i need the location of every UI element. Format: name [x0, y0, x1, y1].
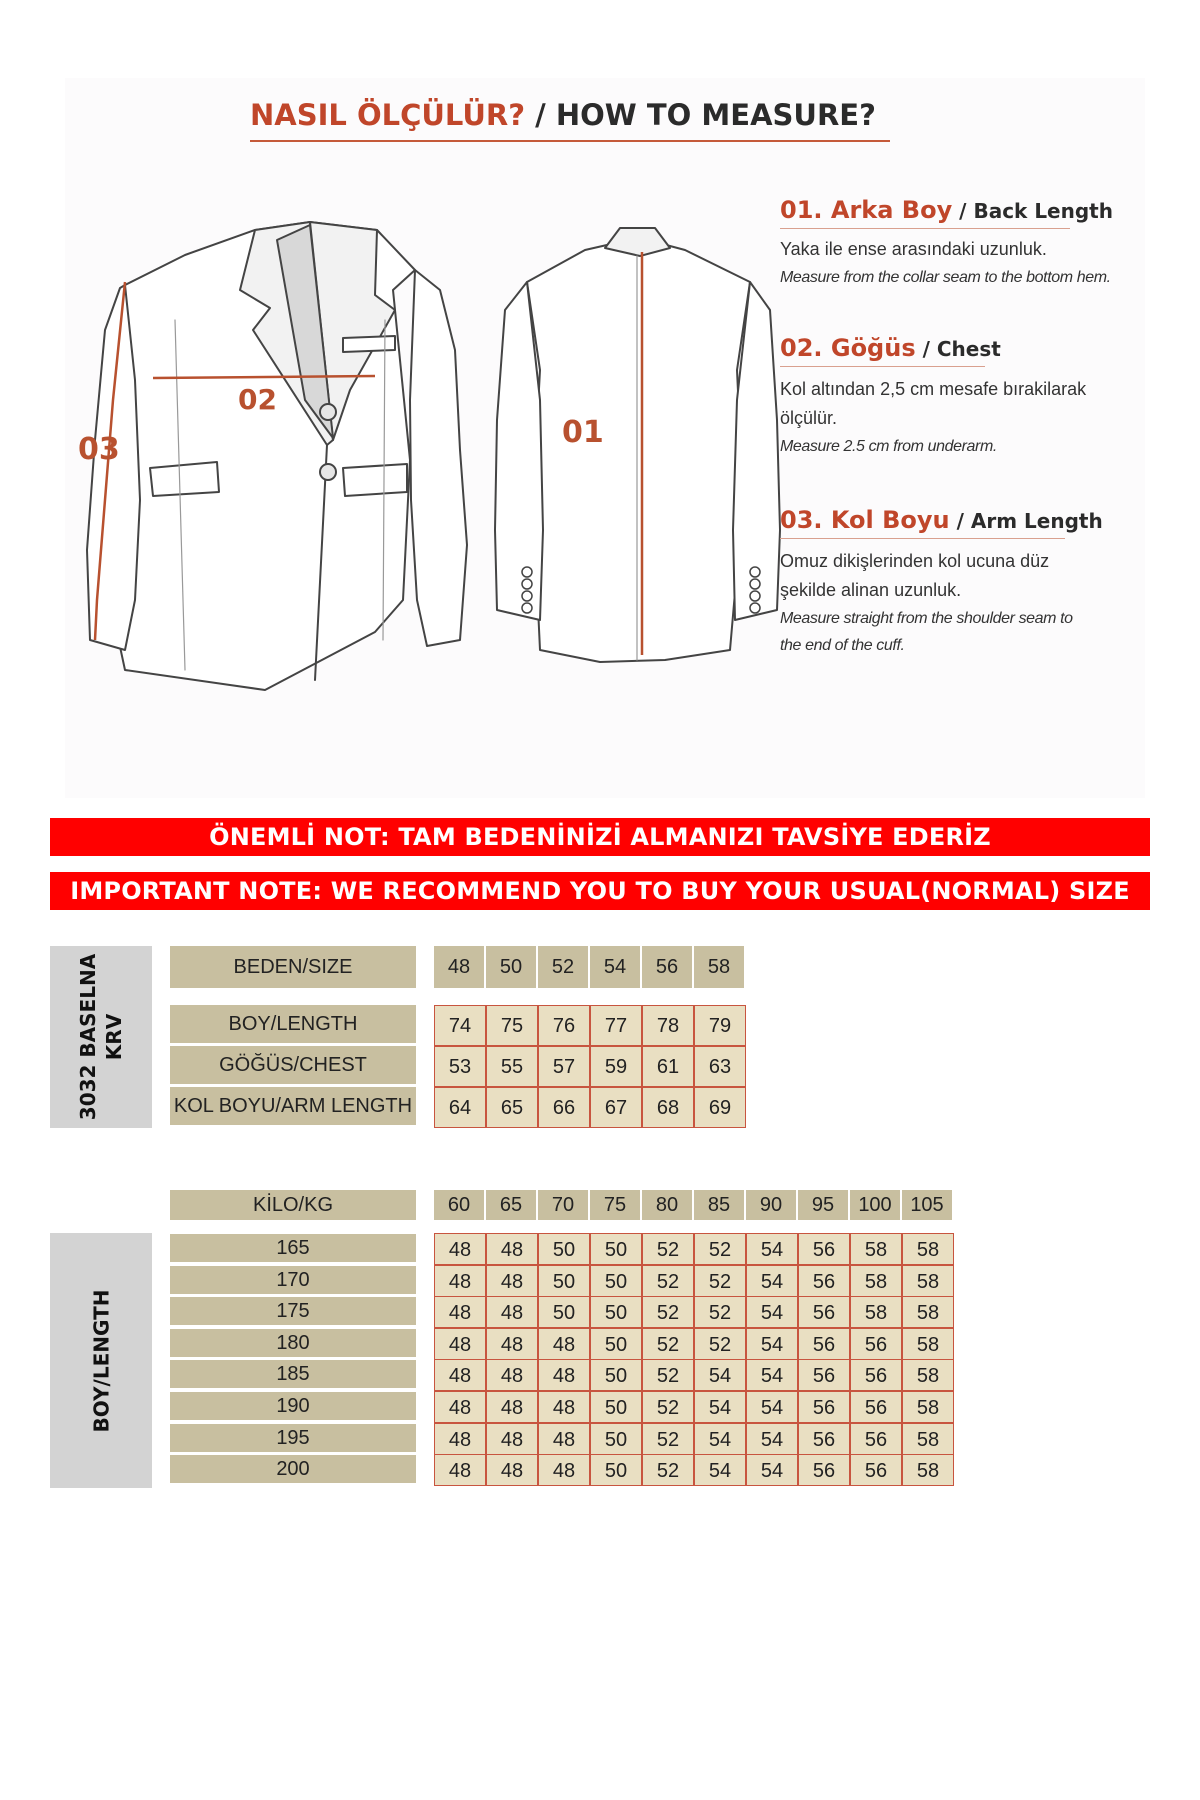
fit-table-cell: 58	[902, 1423, 954, 1455]
size-table-cell: 68	[642, 1087, 694, 1128]
fit-table-cell: 52	[642, 1265, 694, 1297]
fit-table-cell: 52	[642, 1296, 694, 1328]
measure-arm-length-en: Arm Length	[970, 509, 1103, 533]
height-label-cell: 190	[170, 1392, 416, 1420]
fit-table-cell: 48	[538, 1359, 590, 1391]
height-label-cell: 180	[170, 1329, 416, 1357]
fit-table-cell: 56	[798, 1296, 850, 1328]
weight-header-cell: 80	[642, 1190, 692, 1220]
size-header-label: BEDEN/SIZE	[170, 946, 416, 988]
size-header-cell: 58	[694, 946, 744, 988]
size-row-label-arm: KOL BOYU/ARM LENGTH	[170, 1087, 416, 1125]
fit-table-cell: 50	[538, 1296, 590, 1328]
fit-table-cell: 58	[850, 1296, 902, 1328]
fit-table-cell: 54	[694, 1454, 746, 1486]
size-row-label-chest: GÖĞÜS/CHEST	[170, 1046, 416, 1084]
measure-back-length-tr: Yaka ile ense arasındaki uzunluk.	[780, 239, 1047, 259]
fit-table-cell: 52	[642, 1328, 694, 1360]
measure-back-length-en: Back Length	[973, 199, 1113, 223]
weight-header-cell: 95	[798, 1190, 848, 1220]
size-table-cell: 65	[486, 1087, 538, 1128]
fit-table-cell: 48	[486, 1233, 538, 1265]
size-header-cell: 54	[590, 946, 640, 988]
fit-table-cell: 48	[434, 1391, 486, 1423]
guide-title-sep: /	[525, 98, 556, 132]
fit-table-cell: 58	[902, 1265, 954, 1297]
guide-title-en: HOW TO MEASURE?	[555, 98, 876, 132]
weight-header-cell: 100	[850, 1190, 900, 1220]
fit-table-cell: 50	[538, 1233, 590, 1265]
fit-table-cell: 48	[434, 1265, 486, 1297]
size-table-cell: 77	[590, 1005, 642, 1046]
fit-table-cell: 54	[746, 1423, 798, 1455]
fit-table-cell: 54	[746, 1265, 798, 1297]
size-table-side-label-1: 3032 BASELNA	[76, 953, 101, 1121]
size-table-cell: 66	[538, 1087, 590, 1128]
size-table-cell: 61	[642, 1046, 694, 1087]
fit-table-cell: 48	[434, 1296, 486, 1328]
fit-table-cell: 54	[746, 1296, 798, 1328]
front-button-bottom	[320, 464, 336, 480]
measure-chest-en-text: Measure 2.5 cm from underarm.	[780, 438, 997, 455]
fit-table-cell: 48	[486, 1454, 538, 1486]
weight-header-cell: 75	[590, 1190, 640, 1220]
fit-table-cell: 56	[850, 1359, 902, 1391]
front-right-sleeve	[410, 270, 467, 646]
height-label-cell: 175	[170, 1297, 416, 1325]
fit-table-cell: 56	[850, 1454, 902, 1486]
fit-table-cell: 56	[850, 1391, 902, 1423]
fit-table-cell: 52	[694, 1233, 746, 1265]
fit-table-cell: 48	[538, 1423, 590, 1455]
fit-table-cell: 48	[434, 1233, 486, 1265]
weight-header-cell: 105	[902, 1190, 952, 1220]
guide-title-tr: NASIL ÖLÇÜLÜR?	[250, 98, 526, 132]
measure-arm-length-tr: Omuz dikişlerinden kol ucuna düz	[780, 551, 1050, 571]
fit-table-cell: 48	[434, 1423, 486, 1455]
fit-table-cell: 50	[590, 1296, 642, 1328]
fit-table-cell: 50	[590, 1328, 642, 1360]
measure-arm-length-en-text-2: the end of the cuff.	[780, 637, 905, 654]
callout-01: 01	[562, 415, 604, 450]
fit-table-cell: 48	[434, 1359, 486, 1391]
fit-table-cell: 56	[798, 1454, 850, 1486]
size-table-cell: 53	[434, 1046, 486, 1087]
fit-table-cell: 56	[798, 1423, 850, 1455]
fit-table-cell: 50	[590, 1265, 642, 1297]
weight-header-label: KİLO/KG	[170, 1190, 416, 1220]
fit-table-side-label-text: BOY/LENGTH	[89, 1289, 114, 1432]
fit-table-cell: 52	[642, 1454, 694, 1486]
size-table-cell: 74	[434, 1005, 486, 1046]
front-left-flap-pocket	[150, 462, 219, 496]
fit-table-cell: 56	[798, 1328, 850, 1360]
size-table-cell: 79	[694, 1005, 746, 1046]
front-right-flap-pocket	[343, 464, 407, 496]
measure-back-length-num: 01. Arka Boy	[780, 196, 953, 224]
fit-table-cell: 50	[538, 1265, 590, 1297]
weight-header-cell: 60	[434, 1190, 484, 1220]
fit-table-cell: 52	[694, 1328, 746, 1360]
back-jacket-body	[527, 242, 750, 662]
measure-arm-length-en-text: Measure straight from the shoulder seam to	[780, 610, 1073, 627]
fit-table-cell: 48	[486, 1296, 538, 1328]
fit-table-cell: 56	[798, 1265, 850, 1297]
size-table-cell: 57	[538, 1046, 590, 1087]
fit-table-cell: 52	[694, 1296, 746, 1328]
fit-table-cell: 58	[902, 1233, 954, 1265]
measure-back-length-en-text: Measure from the collar seam to the bottom hem.	[780, 269, 1111, 286]
measure-arm-length-heading: 03. Kol Boyu / Arm Length	[780, 506, 1065, 539]
fit-table-cell: 58	[850, 1233, 902, 1265]
fit-table-cell: 52	[642, 1391, 694, 1423]
height-label-cell: 195	[170, 1424, 416, 1452]
measure-arm-length-num: 03. Kol Boyu	[780, 506, 950, 534]
fit-table-cell: 58	[902, 1454, 954, 1486]
callout-02: 02	[238, 383, 277, 416]
guide-title	[250, 95, 890, 142]
fit-table-cell: 54	[746, 1359, 798, 1391]
fit-table-side-label	[50, 1233, 152, 1488]
fit-table-cell: 50	[590, 1391, 642, 1423]
jacket-illustration	[65, 200, 785, 700]
fit-table-cell: 54	[694, 1423, 746, 1455]
callout-03: 03	[78, 432, 120, 467]
fit-table-cell: 58	[902, 1359, 954, 1391]
size-table-cell: 75	[486, 1005, 538, 1046]
fit-table-cell: 58	[850, 1265, 902, 1297]
fit-table-cell: 58	[902, 1296, 954, 1328]
fit-table-cell: 56	[798, 1359, 850, 1391]
fit-table-cell: 56	[798, 1391, 850, 1423]
height-label-cell: 185	[170, 1360, 416, 1388]
size-table-cell: 55	[486, 1046, 538, 1087]
fit-table-cell: 48	[538, 1391, 590, 1423]
fit-table-cell: 52	[694, 1265, 746, 1297]
fit-table-cell: 54	[694, 1359, 746, 1391]
fit-table-cell: 50	[590, 1359, 642, 1391]
size-row-label-length: BOY/LENGTH	[170, 1005, 416, 1043]
weight-header-cell: 70	[538, 1190, 588, 1220]
size-header-cell: 48	[434, 946, 484, 988]
fit-table-cell: 48	[486, 1265, 538, 1297]
measure-chest-tr: Kol altından 2,5 cm mesafe bırakilarak	[780, 379, 1087, 399]
size-header-cell: 56	[642, 946, 692, 988]
measure-chest-tr-2: ölçülür.	[780, 408, 838, 428]
fit-table-cell: 48	[434, 1328, 486, 1360]
weight-header-cell: 65	[486, 1190, 536, 1220]
fit-table-cell: 52	[642, 1233, 694, 1265]
measure-chest-num: 02. Göğüs	[780, 334, 916, 362]
size-table-cell: 78	[642, 1005, 694, 1046]
fit-table-cell: 50	[590, 1423, 642, 1455]
fit-table-cell: 48	[538, 1454, 590, 1486]
fit-table-cell: 48	[486, 1359, 538, 1391]
fit-table-cell: 58	[902, 1391, 954, 1423]
size-table-side-label-2: KRV	[102, 1013, 127, 1061]
size-table-side-label	[50, 946, 152, 1128]
size-table-cell: 63	[694, 1046, 746, 1087]
fit-table-cell: 50	[590, 1233, 642, 1265]
measure-chest-en: Chest	[936, 337, 1001, 361]
size-table-cell: 69	[694, 1087, 746, 1128]
fit-table-cell: 54	[694, 1391, 746, 1423]
size-table-cell: 59	[590, 1046, 642, 1087]
size-table-cell: 76	[538, 1005, 590, 1046]
size-header-cell: 50	[486, 946, 536, 988]
fit-table-cell: 48	[486, 1328, 538, 1360]
fit-table-cell: 48	[486, 1423, 538, 1455]
height-label-cell: 170	[170, 1266, 416, 1294]
measure-arm-length-tr-2: şekilde alinan uzunluk.	[780, 580, 962, 600]
fit-table-cell: 54	[746, 1233, 798, 1265]
fit-table-cell: 56	[850, 1423, 902, 1455]
fit-table-cell: 54	[746, 1454, 798, 1486]
fit-table-cell: 52	[642, 1423, 694, 1455]
fit-table-cell: 56	[798, 1233, 850, 1265]
height-label-cell: 200	[170, 1455, 416, 1483]
fit-table-cell: 48	[434, 1454, 486, 1486]
important-note-en: IMPORTANT NOTE: WE RECOMMEND YOU TO BUY YOUR USUAL(NORMAL) SIZE	[50, 872, 1150, 910]
measure-chest	[780, 334, 1160, 460]
measure-arm-length	[780, 506, 1160, 659]
measure-back-length-heading: 01. Arka Boy / Back Length	[780, 196, 1070, 229]
size-table-cell: 67	[590, 1087, 642, 1128]
fit-table-cell: 48	[486, 1391, 538, 1423]
weight-header-cell: 90	[746, 1190, 796, 1220]
fit-table-cell: 48	[538, 1328, 590, 1360]
important-note-tr: ÖNEMLİ NOT: TAM BEDENİNİZİ ALMANIZI TAVSİYE EDERİZ	[50, 818, 1150, 856]
front-button-top	[320, 404, 336, 420]
size-table-cell: 64	[434, 1087, 486, 1128]
height-label-cell: 165	[170, 1234, 416, 1262]
measure-back-length	[780, 196, 1160, 291]
size-header-cell: 52	[538, 946, 588, 988]
measure-chest-heading: 02. Göğüs / Chest	[780, 334, 985, 367]
front-chest-pocket	[343, 336, 395, 352]
fit-table-cell: 50	[590, 1454, 642, 1486]
fit-table-cell: 54	[746, 1391, 798, 1423]
fit-table-cell: 56	[850, 1328, 902, 1360]
fit-table-cell: 54	[746, 1328, 798, 1360]
fit-table-cell: 52	[642, 1359, 694, 1391]
weight-header-cell: 85	[694, 1190, 744, 1220]
fit-table-cell: 58	[902, 1328, 954, 1360]
